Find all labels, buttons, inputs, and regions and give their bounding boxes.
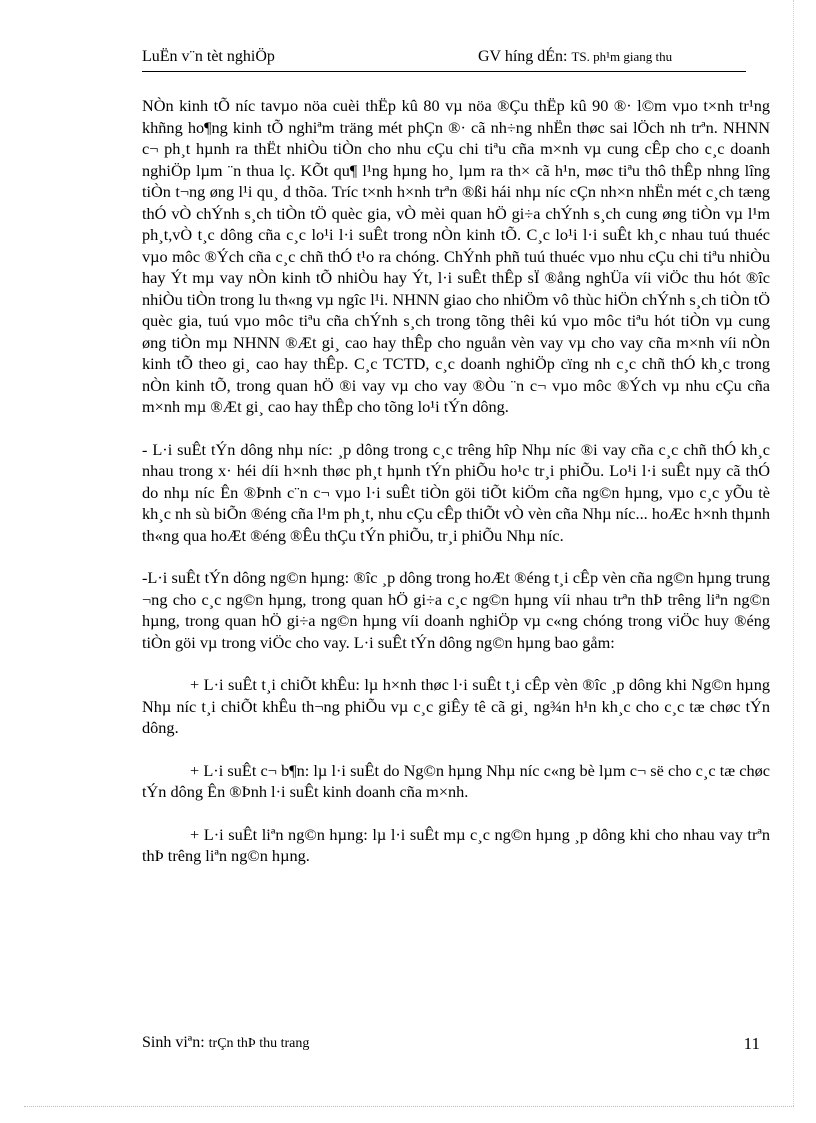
supervisor-label: GV híng dÉn: xyxy=(478,48,568,65)
list-item-rediscount-rate: + L·i suÊt t¸i chiÕt khÊu: lµ h×nh thøc l·i suÊt t¸i cÊp vèn ®îc ¸p dông khi Ng©n hµng Nhµ níc t¸i chiÕt khÊu th¬ng phiÕu vµ c¸c giÊy tê cã gi¸ ng¾n h¹n kh¸c cho c¸c tæ chøc tÝn dông. xyxy=(142,675,770,737)
header-rule xyxy=(142,71,746,72)
thesis-title: LuËn v¨n tèt nghiÖp xyxy=(142,48,275,65)
paragraph-intro: NÒn kinh tÕ níc tavµo nöa cuèi thËp kû 80 vµ nöa ®Çu thËp kû 90 ®· l©m vµo t×nh tr¹ng khñng ho¶ng kinh tÕ nghiªm träng mét phÇn ®· cã nh÷ng nhËn thøc sai lÖch nh trªn. NHNN c¬ ph¸t hµnh ra thËt nhiÒu tiÒn cho nhu cÇu chi tiªu cña m×nh vµ cung cÊp cho c¸c doanh nghiÖp lµm ¨n thua lç. KÕt qu¶ l¹ng hµng ho¸ lµm ra th× cã h¹n, møc tiªu thô thÊp nhng lîng tiÒn t¬ng øng l¹i qu¸ d thõa. Tríc t×nh h×nh trªn ®ßi hái nhµ níc cÇn nh×n nhËn mét c¸ch tæng thÓ vÒ chÝnh s¸ch tiÒn tÖ quèc gia, vÒ mèi quan hÖ gi÷a chÝnh s¸ch cung øng tiÒn vµ l¹m ph¸t,vÒ t¸c dông cña c¸c lo¹i l·i suÊt trong nÒn kinh tÕ. C¸c lo¹i l·i suÊt kh¸c nhau tuú thuéc vµo môc ®Ých cña c¸c chñ thÓ t¹o ra chóng. ChÝnh phñ tuú thuéc vµo nhu cÇu chi tiªu nhiÒu hay Ýt mµ vay nÒn kinh tÕ nhiÒu hay Ýt, l·i suÊt thÊp sÏ ®ång nghÜa víi viÖc thu hót ®îc nhiÒu tiÒn trong lu th«ng vµ ngîc l¹i. NHNN giao cho nhiÖm vô thùc hiÖn chÝnh s¸ch tiÒn tÖ quèc gia, tuú vµo môc tiªu cña chÝnh s¸ch trong tõng thêi kú vµo môc tiªu hót tiÒn vµ cung øng tiÒn mµ NHNN ®Æt gi¸ cao hay thÊp cho nguån vèn vay vµ cho vay cña m×nh víi nÒn kinh tÕ theo gi¸ cao hay thÊp. C¸c TCTD, c¸c doanh nghiÖp cïng nh c¸c chñ thÓ kh¸c trong nÒn kinh tÕ, trong quan hÖ ®i vay vµ cho vay ®Òu ¨n c¬ vµo môc ®Ých vµ nhu cÇu cña m×nh mµ ®Æt gi¸ cao hay thÊp cho tõng lo¹i tÝn dông. xyxy=(142,96,770,416)
body-text xyxy=(142,95,770,888)
student-name: trÇn thÞ thu trang xyxy=(208,1036,310,1051)
paragraph-state-credit-rate: - L·i suÊt tÝn dông nhµ níc: ¸p dông trong c¸c trêng hîp Nhµ níc ®i vay cña c¸c chñ thÓ kh¸c nhau trong x· héi díi h×nh thøc ph¸t hµnh tÝn phiÕu ho¹c tr¸i phiÕu. Lo¹i l·i suÊt nµy cã thÓ do nhµ níc Ên ®Þnh c¨n c¬ vµo l·i suÊt tiÒn göi tiÕt kiÖm cña ng©n hµng, vµo c¸c yÕu tè kh¸c nh sù biÕn ®éng cña l¹m ph¸t, nhu cÇu cÊp thiÕt vÒ vèn cña Nhµ níc... hoÆc h×nh thµnh th«ng qua hoÆt ®éng ®Êu thÇu tÝn phiÕu, tr¸i phiÕu Nhµ níc. xyxy=(142,439,770,545)
page-right-border xyxy=(793,0,794,1106)
list-item-base-rate: + L·i suÊt c¬ b¶n: lµ l·i suÊt do Ng©n hµng Nhµ níc c«ng bè lµm c¬ së cho c¸c tæ chøc tÝn dông Ên ®Þnh l·i suÊt kinh doanh cña m×nh. xyxy=(142,760,770,801)
supervisor-name: TS. ph¹m giang thu xyxy=(571,49,673,64)
page-number: 11 xyxy=(743,1034,760,1053)
student-label: Sinh viªn: xyxy=(142,1034,205,1051)
page-footer xyxy=(142,1034,760,1056)
page-header xyxy=(142,48,746,72)
page-bottom-border xyxy=(24,1106,794,1107)
list-item-interbank-rate: + L·i suÊt liªn ng©n hµng: lµ l·i suÊt mµ c¸c ng©n hµng ¸p dông khi cho nhau vay trªn thÞ trêng liªn ng©n hµng. xyxy=(142,824,770,865)
supervisor xyxy=(478,48,672,66)
student xyxy=(142,1034,309,1052)
paragraph-bank-credit-rate: -L·i suÊt tÝn dông ng©n hµng: ®îc ¸p dông trong hoÆt ®éng t¸i cÊp vèn cña ng©n hµng trung ¬ng cho c¸c ng©n hµng, trong quan hÖ gi÷a c¸c ng©n hµng víi nhau trªn thÞ trêng liªn ng©n hµng, trong quan hÖ gi÷a ng©n hµng víi doanh nghiÖp vµ c«ng chóng trong viÖc huy ®éng tiÒn göi vµ trong viÖc cho vay. L·i suÊt tÝn dông ng©n hµng bao gåm: xyxy=(142,568,770,652)
